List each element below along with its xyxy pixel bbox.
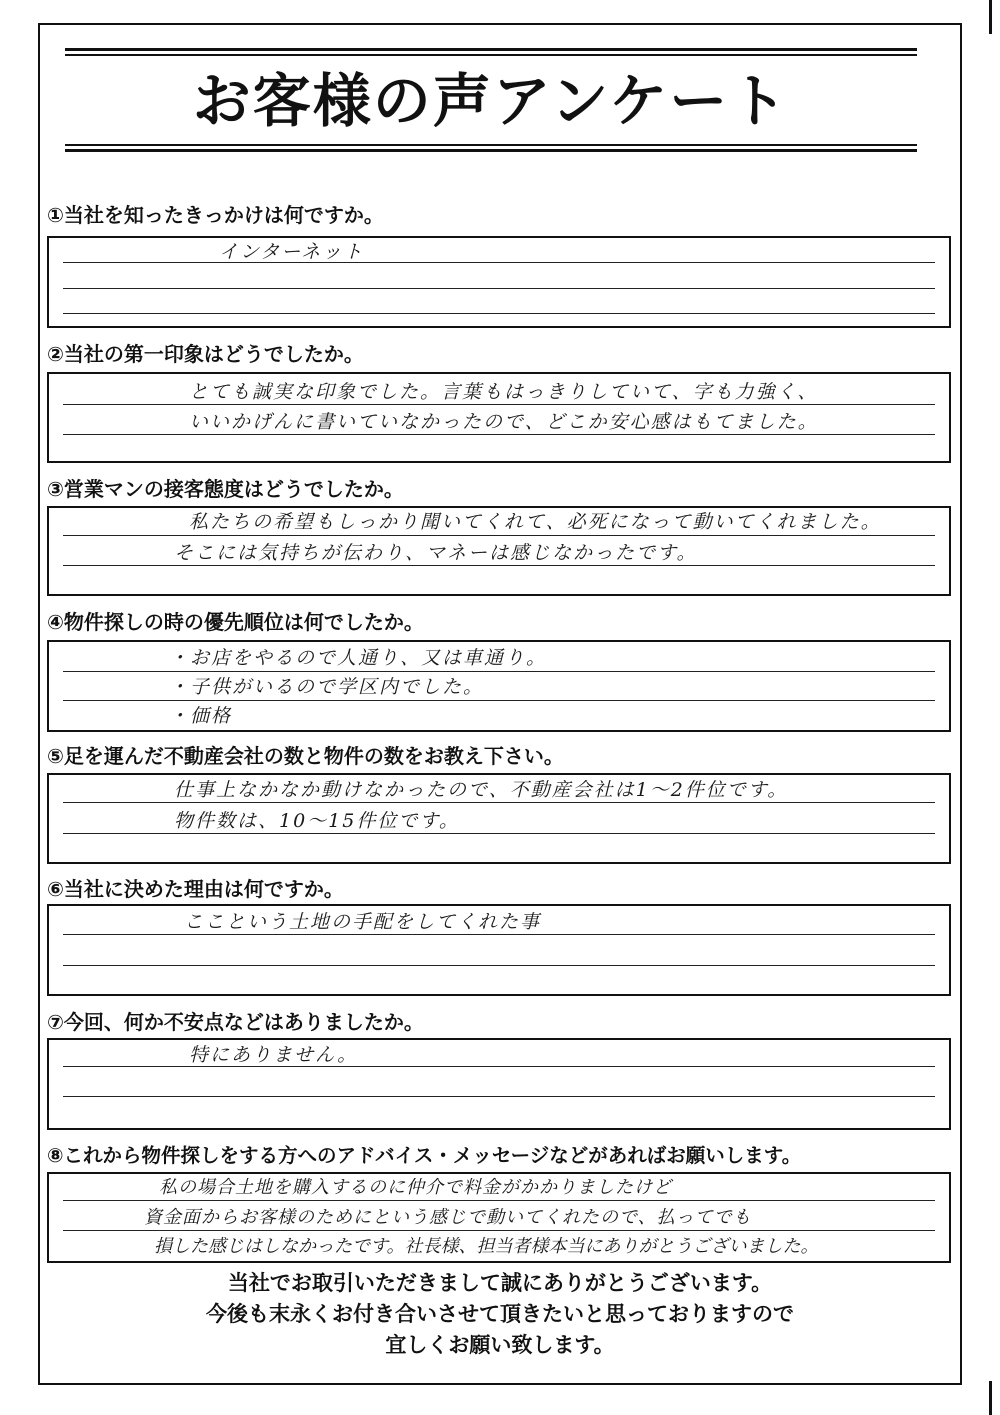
title-rule-top xyxy=(65,48,917,51)
closing-line-3: 宜しくお願い致します。 xyxy=(385,1333,615,1357)
page-title: お客様の声アンケート xyxy=(192,67,790,135)
answer-box-4 xyxy=(47,640,951,732)
question-5-label: ⑤足を運んだ不動産会社の数と物件の数をお教え下さい。 xyxy=(47,744,564,768)
scan-edge-mark-bottom xyxy=(989,1381,992,1415)
answer-box-7 xyxy=(47,1038,951,1130)
answer-box-6 xyxy=(47,904,951,996)
answer-8-line-2: 資金面からお客様のためにという感じで動いてくれたので、払ってでも xyxy=(144,1207,752,1228)
answer-6-line-1: ここという土地の手配をしてくれた事 xyxy=(184,911,542,933)
question-7-label: ⑦今回、何か不安点などはありましたか。 xyxy=(47,1010,424,1034)
answer-box-1 xyxy=(47,236,951,328)
answer-2-line-1: とても誠実な印象でした。言葉もはっきりしていて、字も力強く、 xyxy=(189,381,819,403)
title-rule-top-inner xyxy=(65,54,917,56)
answer-4-line-1: ・お店をやるので人通り、又は車通り。 xyxy=(169,647,548,669)
answer-5-line-1: 仕事上なかなか動けなかったので、不動産会社は1〜2件位です。 xyxy=(174,779,789,801)
question-8-label: ⑧これから物件探しをする方へのアドバイス・メッセージなどがあればお願いします。 xyxy=(47,1144,802,1167)
answer-4-line-3: ・価格 xyxy=(169,705,233,727)
answer-8-line-3: 損した感じはしなかったです。社長様、担当者様本当にありがとうございました。 xyxy=(154,1236,819,1257)
answer-2-line-2: いいかげんに書いていなかったので、どこか安心感はもてました。 xyxy=(189,411,819,433)
question-4-label: ④物件探しの時の優先順位は何でしたか。 xyxy=(47,610,424,634)
answer-4-line-2: ・子供がいるので学区内でした。 xyxy=(169,676,485,698)
answer-7-line-1: 特にありません。 xyxy=(189,1044,359,1066)
answer-1-line-1: インターネット xyxy=(219,241,365,263)
answer-5-line-2: 物件数は、10〜15件位です。 xyxy=(174,810,460,832)
title-rule-bottom xyxy=(65,149,917,152)
question-3-label: ③営業マンの接客態度はどうでしたか。 xyxy=(47,477,404,501)
answer-box-3 xyxy=(47,506,951,596)
answer-box-2 xyxy=(47,372,951,463)
title-rule-bottom-inner xyxy=(65,144,917,146)
answer-box-8 xyxy=(47,1172,951,1263)
closing-line-1: 当社でお取引いただきまして誠にありがとうございます。 xyxy=(227,1271,773,1295)
title-banner xyxy=(65,48,917,154)
question-2-label: ②当社の第一印象はどうでしたか。 xyxy=(47,342,364,366)
answer-8-line-1: 私の場合土地を購入するのに仲介で料金がかかりましたけど xyxy=(159,1177,672,1198)
question-1-label: ①当社を知ったきっかけは何ですか。 xyxy=(47,203,384,227)
answer-3-line-2: そこには気持ちが伝わり、マネーは感じなかったです。 xyxy=(174,542,698,564)
question-6-label: ⑥当社に決めた理由は何ですか。 xyxy=(47,877,344,901)
answer-3-line-1: 私たちの希望もしっかり聞いてくれて、必死になって動いてくれました。 xyxy=(189,511,882,533)
closing-line-2: 今後も末永くお付き合いさせて頂きたいと思っておりますので xyxy=(206,1302,794,1326)
answer-box-5 xyxy=(47,773,951,864)
scan-edge-mark-top xyxy=(989,0,992,34)
